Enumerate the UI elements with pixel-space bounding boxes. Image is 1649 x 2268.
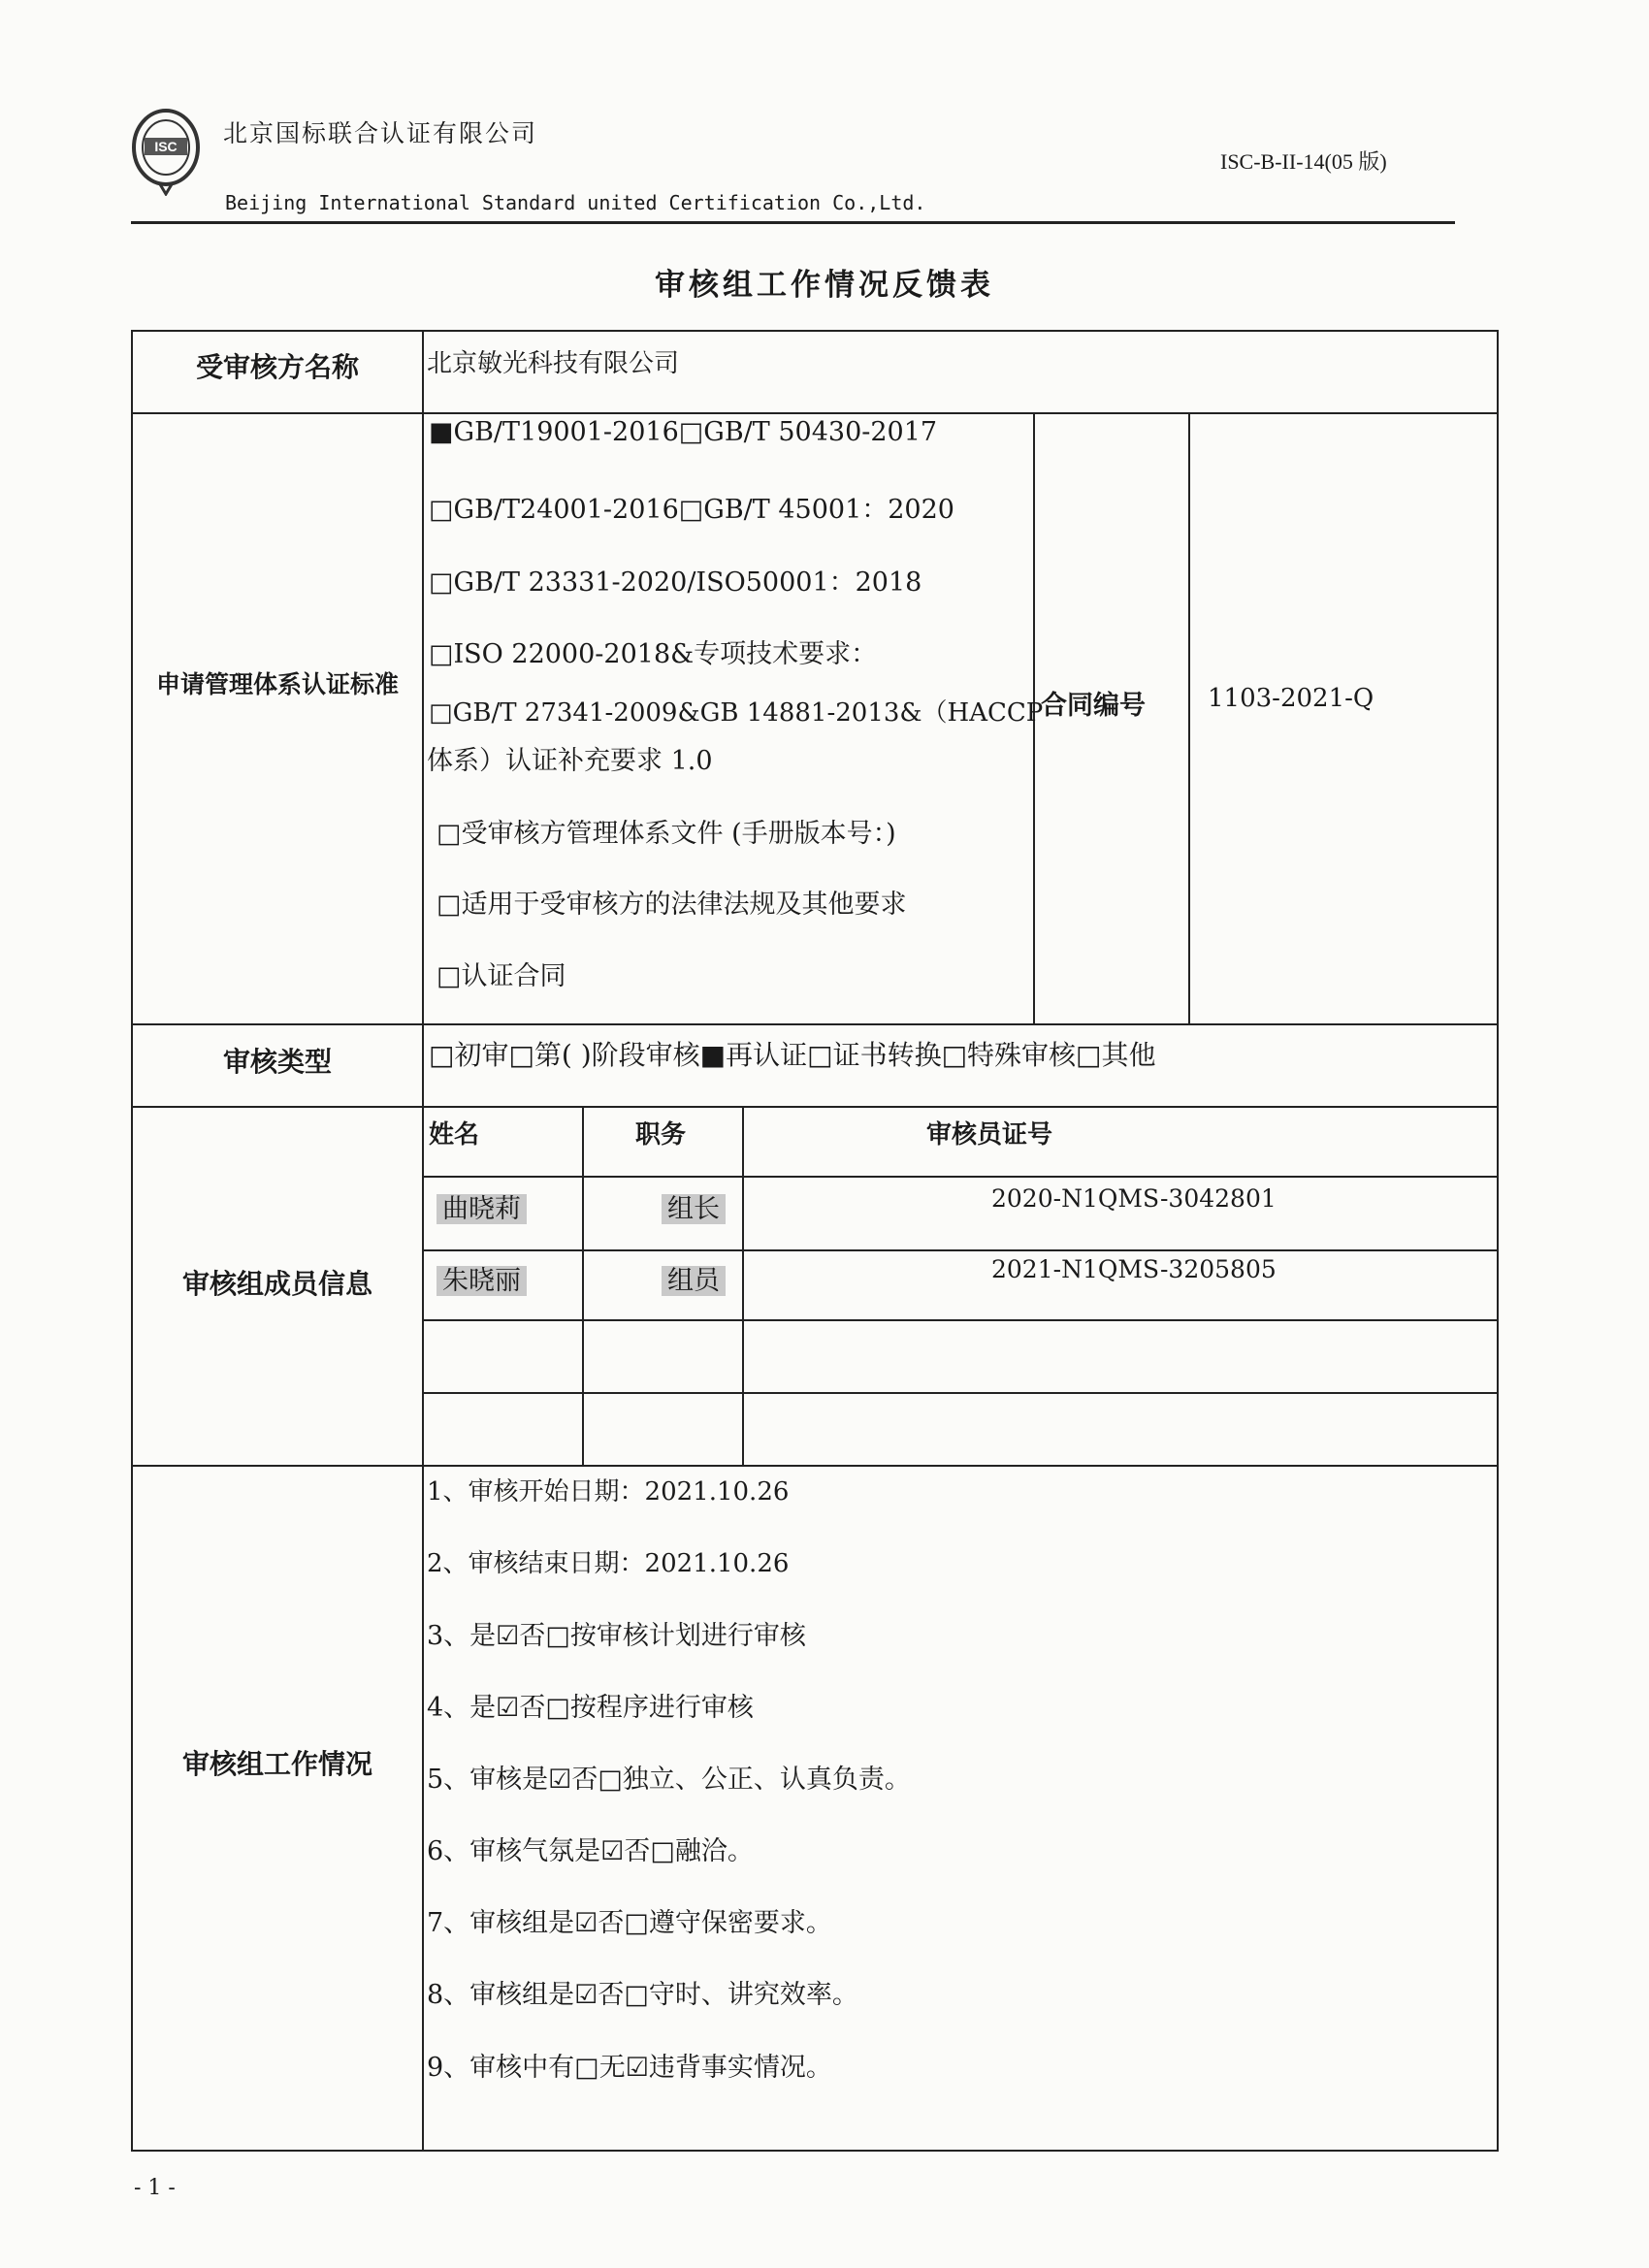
row-divider [131,1106,1499,1108]
team-row-cert: 2021-N1QMS-3205805 [991,1255,1277,1283]
work-item: 8、审核组是☑否□守时、讲究效率。 [427,1980,858,2010]
work-item: 4、是☑否□按程序进行审核 [427,1693,754,1723]
contract-no-label: 合同编号 [1041,691,1146,721]
work-item: 1、审核开始日期：2021.10.26 [427,1477,790,1507]
team-row-cert: 2020-N1QMS-3042801 [991,1184,1277,1213]
row-divider [131,1465,1499,1467]
team-label: 审核组成员信息 [181,1268,372,1300]
work-item: 7、审核组是☑否□遵守保密要求。 [427,1908,832,1938]
work-item: 9、审核中有□无☑违背事实情况。 [427,2053,832,2083]
team-header-cert: 审核员证号 [926,1120,1053,1150]
page-number: - 1 - [134,2176,176,2200]
feedback-table [131,330,1499,2152]
standard-option-continued: 体系）认证补充要求 1.0 [427,746,713,776]
standard-option: ■GB/T19001-2016□GB/T 50430-2017 [429,417,938,447]
row-divider [131,412,1499,414]
standards-label: 申请管理体系认证标准 [155,670,399,698]
company-name-en: Beijing International Standard united Certification Co.,Ltd. [225,191,926,214]
form-title: 审核组工作情况反馈表 [655,268,994,303]
team-row-name: 朱晓丽 [436,1259,527,1297]
standard-option: □GB/T24001-2016□GB/T 45001：2020 [429,495,954,525]
work-item: 2、审核结束日期：2021.10.26 [427,1549,790,1578]
team-row-name: 曲晓莉 [436,1187,527,1225]
standard-option: □GB/T 27341-2009&GB 14881-2013&（HACCP [429,698,1044,728]
company-logo [131,107,201,196]
header-divider [131,221,1455,224]
standard-option: □受审核方管理体系文件 (手册版本号：) [436,819,896,849]
team-row-role: 组长 [662,1187,726,1225]
team-col-divider [742,1106,744,1465]
label-column-divider [422,330,424,2152]
audit-type-label: 审核类型 [222,1046,332,1078]
standard-option: □适用于受审核方的法律法规及其他要求 [436,890,907,920]
form-code: ISC-B-II-14(05 版) [1220,149,1387,174]
contract-no-value: 1103-2021-Q [1208,684,1374,713]
team-header-name: 姓名 [429,1120,480,1150]
auditee-label: 受审核方名称 [195,351,359,383]
auditee-name: 北京敏光科技有限公司 [427,349,680,378]
standard-option: □ISO 22000-2018&专项技术要求： [429,639,878,669]
work-item: 3、是☑否□按审核计划进行审核 [427,1621,806,1651]
audit-type-options: □初审□第( )阶段审核■再认证□证书转换□特殊审核□其他 [429,1039,1156,1071]
row-divider [131,1023,1499,1025]
svg-text:ISC: ISC [154,139,178,154]
company-name-cn: 北京国标联合认证有限公司 [223,119,538,147]
contract-divider-right [1188,412,1190,1023]
work-item: 5、审核是☑否□独立、公正、认真负责。 [427,1765,911,1795]
team-col-divider [582,1106,584,1465]
work-item: 6、审核气氛是☑否□融洽。 [427,1836,754,1866]
standard-option: □GB/T 23331-2020/ISO50001：2018 [429,567,922,598]
standard-option: □认证合同 [436,961,566,991]
team-header-role: 职务 [635,1120,687,1150]
work-label: 审核组工作情况 [181,1748,372,1780]
team-row-role: 组员 [662,1259,726,1297]
